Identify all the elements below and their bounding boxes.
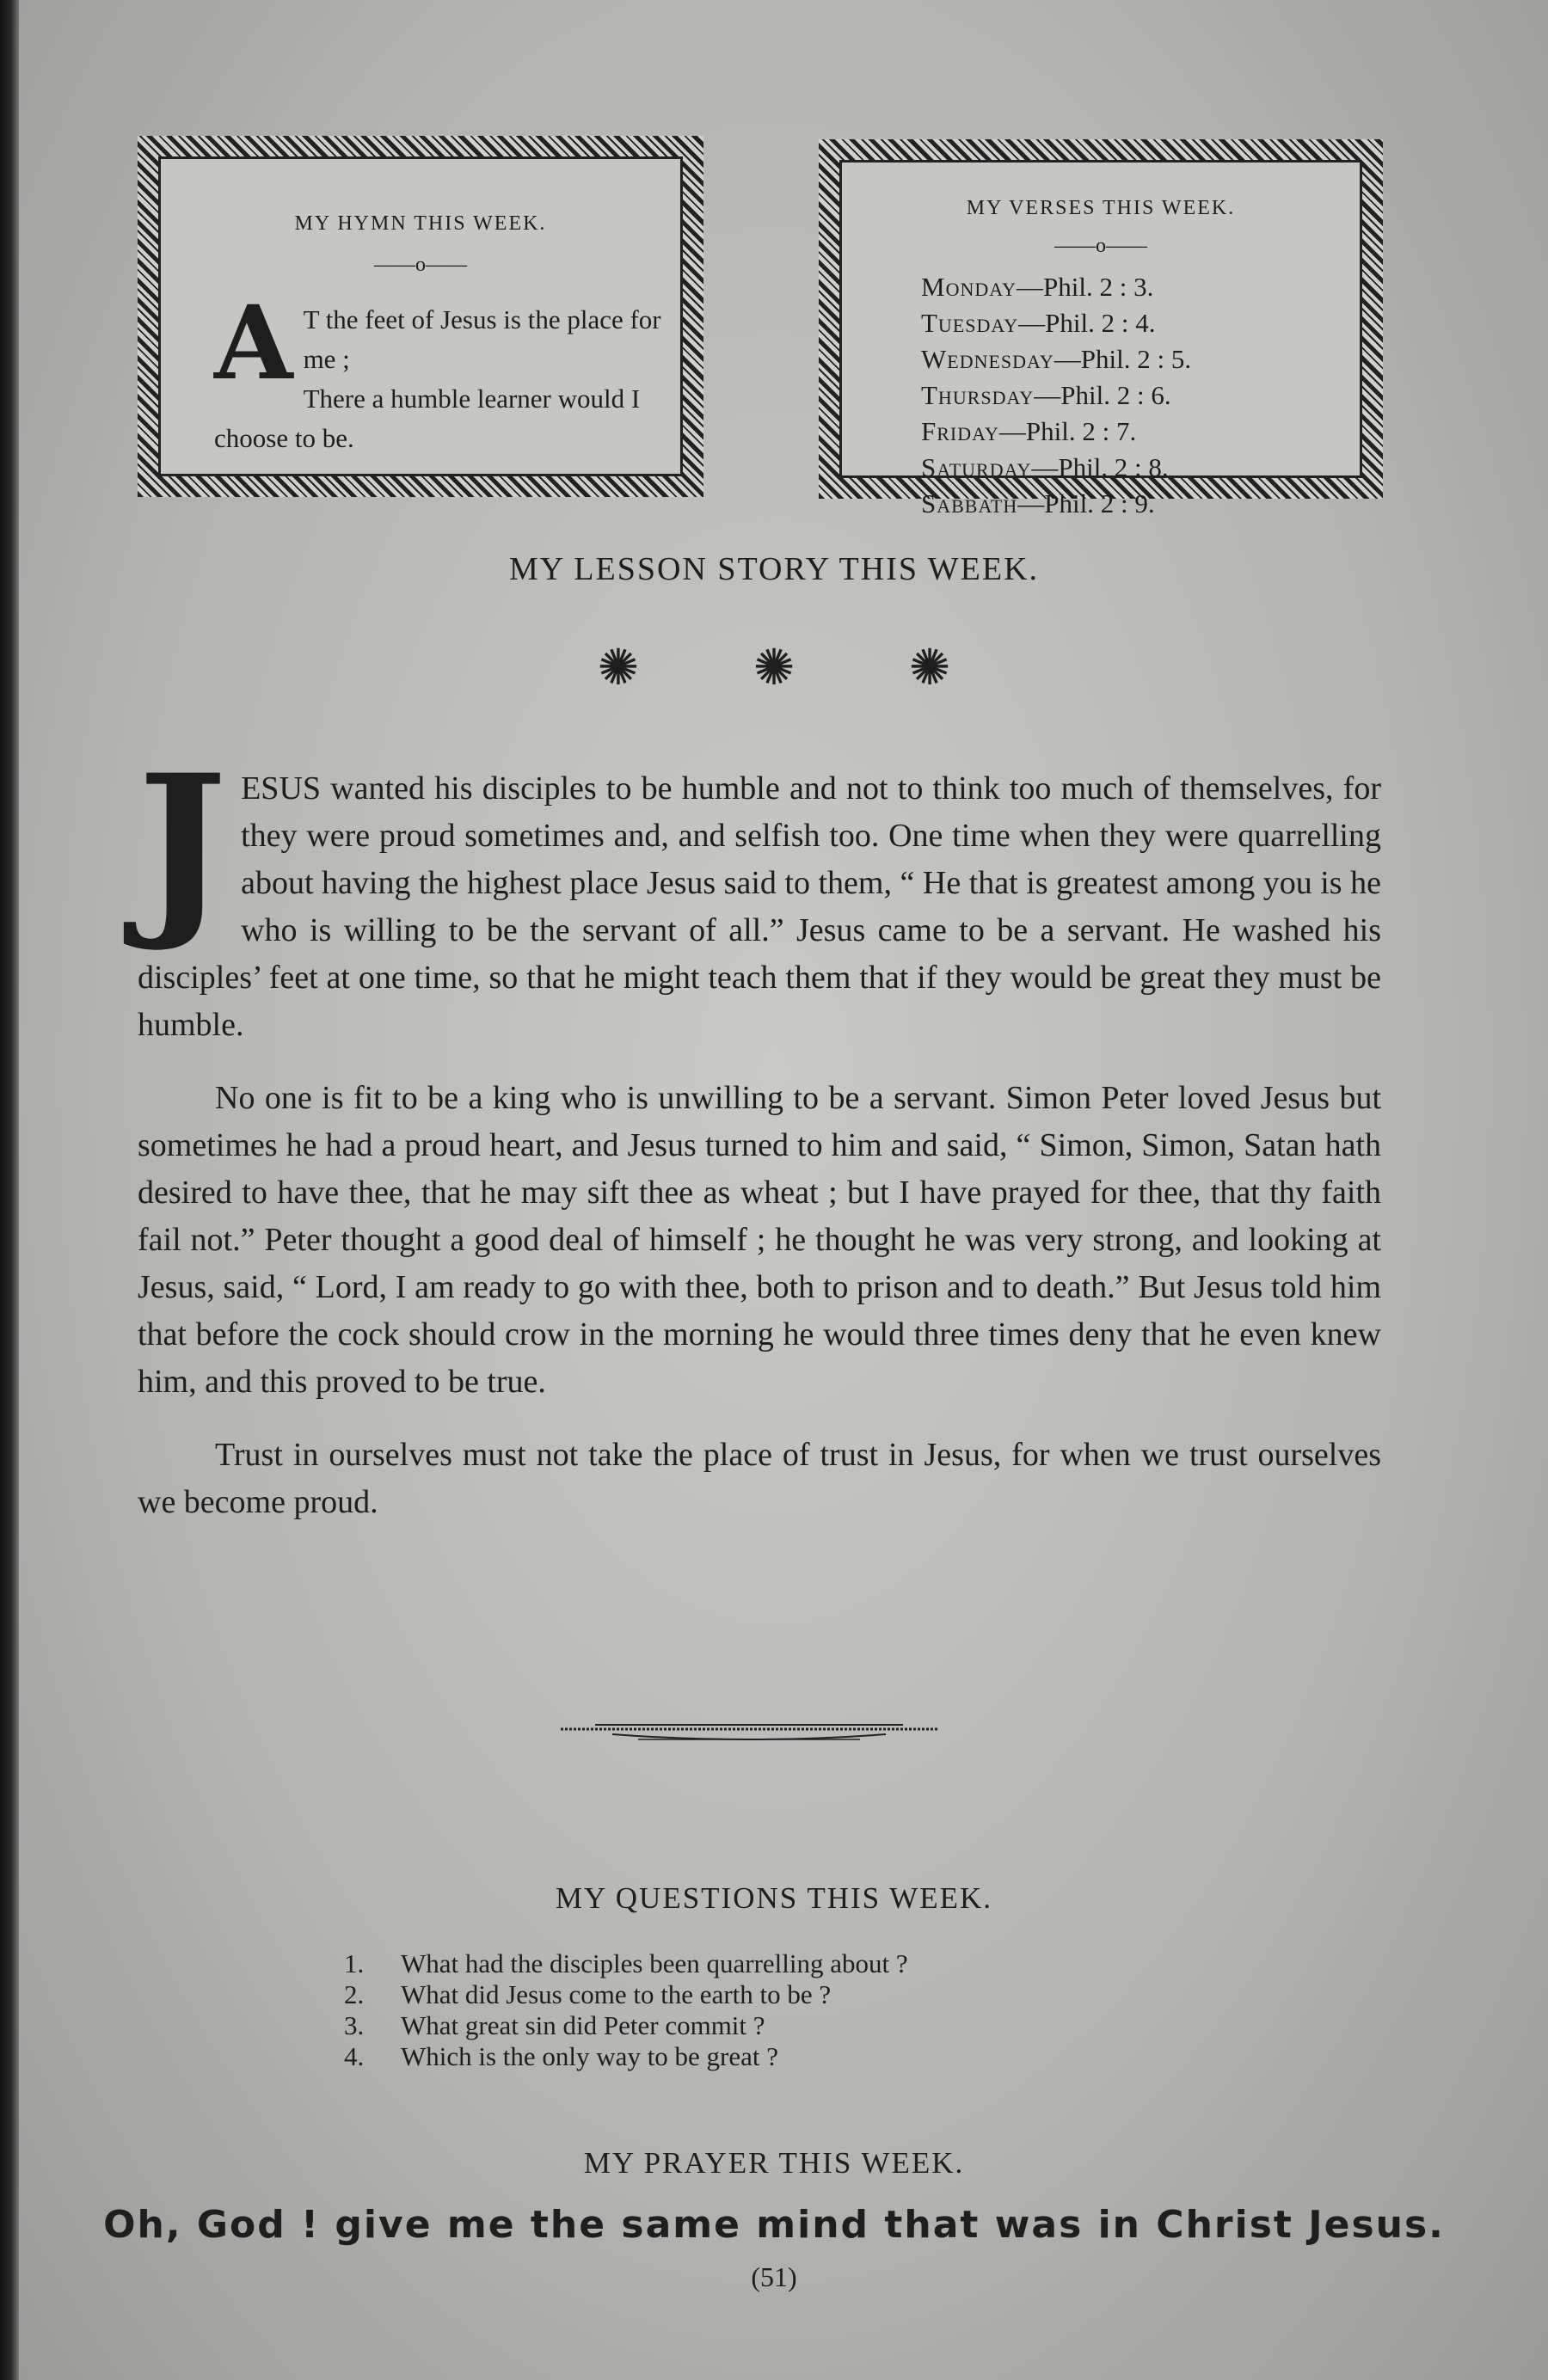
hymn-box — [138, 136, 703, 497]
verses-box-panel — [839, 160, 1362, 518]
hymn-line-2: There a humble learner would I choose to be. — [214, 383, 641, 453]
story-paragraph-2: No one is fit to be a king who is unwilling to be a servant. Simon Peter loved Jesus but sometimes he had a proud heart, and Jesus turned to him and said, “ Simon, Simon, Satan hath desired to have thee, that he may sift thee as wheat ; but I have prayed for thee, that thy faith fail not.” Peter thought a good deal of himself ; he thought he was very strong, and looking at Jesus, said, “ Lord, I am ready to go with thee, both to prison and to death.” But Jesus told him that before the cock should crow in the morning he would three times deny that he even knew him, and this proved to be true. — [138, 1080, 1381, 1400]
verse-item: Monday—Phil. 2 : 3. — [921, 272, 1154, 302]
prayer-heading: MY PRAYER THIS WEEK. — [583, 2146, 965, 2180]
hymn-divider: ——o—— — [374, 254, 467, 276]
book-spine-edge — [0, 0, 19, 2380]
verse-item: Thursday—Phil. 2 : 6. — [921, 380, 1171, 410]
prayer-text: Oh, God ! give me the same mind that was in Christ Jesus. — [103, 2203, 1445, 2247]
story-paragraph-3: Trust in ourselves must not take the place of trust in Jesus, for when we trust ourselves we become proud. — [138, 1437, 1381, 1520]
verse-item: Friday—Phil. 2 : 7. — [921, 416, 1137, 446]
question-item: 4. Which is the only way to be great ? — [344, 2041, 779, 2071]
questions-list — [344, 1948, 1118, 2072]
story-dropcap: J — [138, 733, 228, 955]
hymn-line-1: T the feet of Jesus is the place for me ; — [303, 304, 661, 374]
hymn-title: MY HYMN THIS WEEK. — [294, 212, 547, 235]
verse-list — [921, 269, 1368, 522]
hymn-box-panel — [158, 156, 683, 476]
lesson-heading: MY LESSON STORY THIS WEEK. — [508, 551, 1040, 587]
verse-item: Saturday—Phil. 2 : 8. — [921, 452, 1169, 482]
hymn-text — [214, 283, 696, 458]
verse-item: Wednesday—Phil. 2 : 5. — [921, 344, 1192, 374]
page-number: (51) — [751, 2261, 797, 2292]
verse-item: Tuesday—Phil. 2 : 4. — [921, 308, 1156, 338]
decorative-rule — [561, 1722, 937, 1745]
verses-box — [819, 139, 1383, 518]
verse-item: Sabbath—Phil. 2 : 9. — [921, 488, 1155, 518]
questions-heading: MY QUESTIONS THIS WEEK. — [555, 1881, 993, 1915]
story-paragraph-1-text: ESUS wanted his disciples to be humble and not to think too much of themselves, for they were proud sometimes and, and selfish too. One time when they were quarrelling about having the highest place Jesus said to them, “ He that is greatest among you is he who is willing to be the servant of all.” Jesus came to be a servant. He washed his disciples’ feet at one time, so that he might teach them that if they would be great they must be humble. — [138, 770, 1381, 1043]
hymn-dropcap: A — [214, 283, 293, 402]
question-item: 3. What great sin did Peter commit ? — [344, 2010, 765, 2040]
story-paragraph-1 — [138, 733, 1381, 1049]
star-ornaments: ✺ ✺ ✺ — [597, 640, 951, 696]
question-item: 1. What had the disciples been quarrelling about ? — [344, 1948, 908, 1978]
question-item: 2. What did Jesus come to the earth to be ? — [344, 1979, 832, 2009]
verses-title: MY VERSES THIS WEEK. — [966, 197, 1236, 219]
verses-divider: ——o—— — [1054, 235, 1147, 257]
lesson-story — [138, 733, 1381, 1552]
